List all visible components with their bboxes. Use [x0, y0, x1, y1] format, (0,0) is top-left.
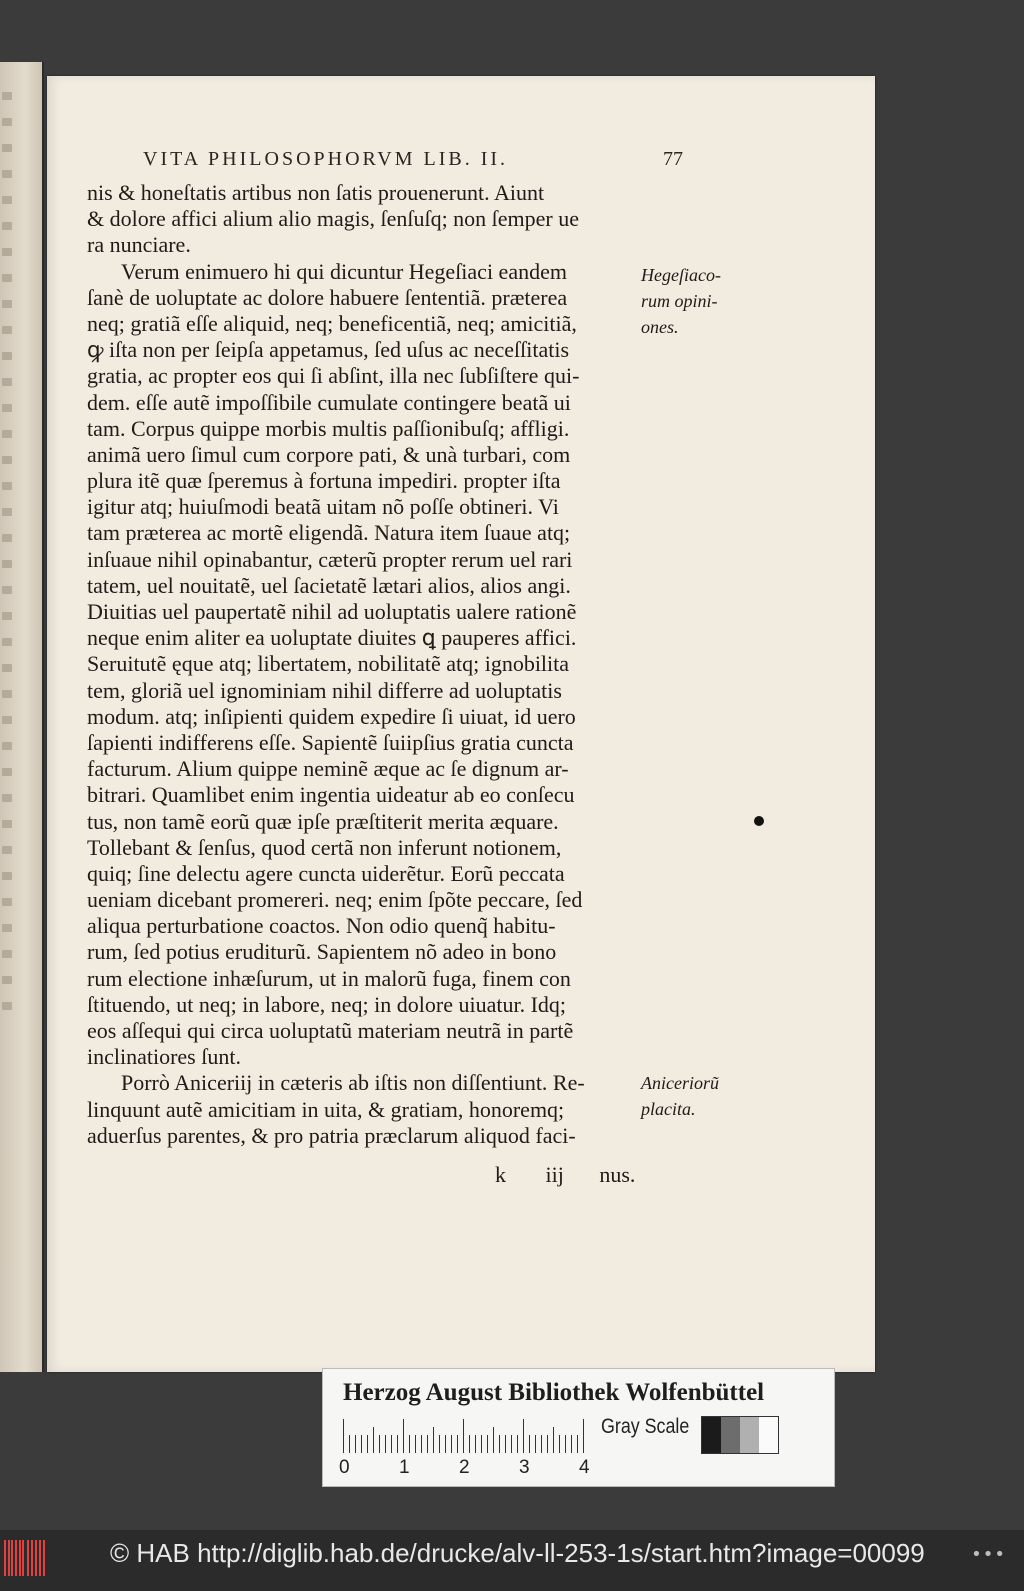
text-line: rum, ſed potius eruditurũ. Sapientem nõ adeo in bono — [87, 939, 557, 965]
marginal-line: Aniceriorũ — [641, 1073, 719, 1093]
ruler-tick — [457, 1435, 458, 1453]
text-line: igitur atq; huiuſmodi beatã uitam nõ poſſe obtineri. Vi — [87, 494, 559, 520]
facing-text-fragment — [2, 92, 12, 100]
marginal-line: placita. — [641, 1099, 696, 1119]
facing-text-fragment — [2, 560, 12, 568]
facing-text-fragment — [2, 612, 12, 620]
text-line: tatem, uel nouitatẽ, uel ſacietatẽ lætari alios, alios angi. — [87, 572, 571, 598]
facing-text-fragment — [2, 326, 12, 334]
text-line: tus, non tamẽ eorũ quæ ipſe præſtiterit merita æquare. — [87, 808, 559, 834]
ruler-tick — [529, 1435, 530, 1453]
facing-text-fragment — [2, 690, 12, 698]
ruler-tick — [469, 1435, 470, 1453]
facing-text-fragment — [2, 196, 12, 204]
facing-text-fragment — [2, 378, 12, 386]
text-line: ſapienti indifferens eſſe. Sapientẽ ſuiipſius gratia cuncta — [87, 729, 574, 755]
facing-text-fragment — [2, 768, 12, 776]
running-head — [143, 148, 703, 171]
ruler-tick — [397, 1435, 398, 1453]
ruler-tick — [565, 1435, 566, 1453]
facing-page-edge — [0, 62, 44, 1372]
ruler-tick — [451, 1435, 452, 1453]
marginal-note-aniceriori — [641, 1070, 751, 1122]
ink-spot — [754, 816, 764, 826]
barcode-stripe — [15, 1540, 17, 1576]
ruler-tick — [415, 1435, 416, 1453]
text-line: plura itẽ quæ ſperemus à fortuna impediri. propter iſta — [87, 468, 561, 494]
catchword: nus. — [599, 1162, 636, 1187]
facing-text-fragment — [2, 144, 12, 152]
text-line: ra nunciare. — [87, 232, 191, 258]
ruler-tick — [379, 1435, 380, 1453]
facing-text-fragment — [2, 352, 12, 360]
barcode-stripe — [27, 1540, 29, 1576]
text-line: ꝙ iſta non per ſeipſa appetamus, ſed uſus ac neceſſitatis — [87, 337, 570, 363]
text-line: modum. atq; inſipienti quidem expedire ſi uiuat, id uero — [87, 703, 576, 729]
gray-swatch — [702, 1417, 721, 1453]
gray-swatch — [759, 1417, 778, 1453]
ruler-tick — [511, 1435, 512, 1453]
ruler-tick — [391, 1435, 392, 1453]
signature-mark: k — [495, 1162, 506, 1187]
ruler-tick — [499, 1435, 500, 1453]
barcode-icon — [4, 1540, 46, 1576]
barcode-stripe — [11, 1540, 13, 1576]
text-line: tam. Corpus quippe morbis multis paſſionibuſq; affligi. — [87, 415, 570, 441]
gray-swatch — [721, 1417, 740, 1453]
facing-text-fragment — [2, 248, 12, 256]
ruler-number: 0 — [339, 1457, 350, 1478]
facing-text-fragment — [2, 586, 12, 594]
facing-text-fragment — [2, 118, 12, 126]
facing-text-fragment — [2, 794, 12, 802]
text-line: animã uero ſimul cum corpore pati, & unà turbari, com — [87, 441, 571, 467]
text-line: Seruitutẽ ęque atq; libertatem, nobilitatẽ atq; ignobilita — [87, 651, 570, 677]
marginal-line: Hegeſiaco- — [641, 265, 721, 285]
signature-line — [487, 1162, 687, 1188]
text-line: eos aſſequi qui circa uoluptatũ materiam neutrã in partẽ — [87, 1018, 574, 1043]
text-line: gratia, ac propter eos qui ſi abſint, illa nec ſubſiſtere qui- — [87, 363, 580, 389]
ruler-tick — [541, 1435, 542, 1453]
gray-scale-label: Gray Scale — [601, 1415, 690, 1438]
page-number: 77 — [663, 148, 683, 170]
text-line: quiq; ſine delectu agere cuncta uiderẽtur. Eorũ peccata — [87, 860, 565, 886]
gray-swatch — [740, 1417, 759, 1453]
facing-text-fragment — [2, 716, 12, 724]
facing-text-fragment — [2, 222, 12, 230]
signature-number: iij — [545, 1162, 564, 1187]
text-line: ueniam dicebant promereri. neq; enim ſpõte peccare, ſed — [87, 887, 583, 913]
body-text — [87, 180, 687, 1149]
ruler-tick — [535, 1435, 536, 1453]
ruler-tick — [433, 1427, 434, 1453]
gray-scale-swatches — [701, 1416, 779, 1454]
ruler-tick — [559, 1435, 560, 1453]
text-line: bitrari. Quamlibet enim ingentia uideatur ab eo conſecu — [87, 782, 575, 808]
ruler-tick — [583, 1419, 584, 1453]
marginal-note-hegesiaci — [641, 262, 751, 340]
barcode-stripe — [31, 1540, 33, 1576]
facing-text-fragment — [2, 872, 12, 880]
barcode-stripe — [22, 1540, 24, 1576]
facing-text-fragment — [2, 846, 12, 854]
text-line: linquunt autẽ amicitiam in uita, & gratiam, honoremq; — [87, 1096, 565, 1122]
text-line: inſuaue nihil opinabantur, cæterũ propter rerum uel rari — [87, 546, 573, 572]
ruler-tick — [367, 1435, 368, 1453]
ruler-tick — [577, 1435, 578, 1453]
ruler-tick — [445, 1435, 446, 1453]
facing-text-fragment — [2, 898, 12, 906]
ruler-tick — [505, 1435, 506, 1453]
ruler-tick — [439, 1435, 440, 1453]
ruler-tick — [553, 1427, 554, 1453]
facing-text-fragment — [2, 430, 12, 438]
facing-text-fragment — [2, 976, 12, 984]
text-line: tem, gloriã uel ignominiam nihil differre ad uoluptatis — [87, 677, 562, 703]
barcode-stripe — [4, 1540, 6, 1576]
barcode-stripe — [19, 1540, 21, 1576]
marginal-line: rum opini- — [641, 291, 718, 311]
ruler-tick — [373, 1427, 374, 1453]
facing-text-fragment — [2, 300, 12, 308]
ruler-number: 2 — [459, 1457, 470, 1478]
text-line: Porrò Aniceriĳ in cæteris ab iſtis non diſſentiunt. Re- — [121, 1070, 585, 1096]
text-line: aliqua perturbatione coactos. Non odio quenq̃ habitu- — [87, 913, 556, 939]
text-line: aduerſus parentes, & pro patria præclarum aliquod faci- — [87, 1122, 576, 1148]
ruler-number: 4 — [579, 1457, 590, 1478]
barcode-stripe — [35, 1540, 37, 1576]
facing-text-fragment — [2, 482, 12, 490]
facing-text-fragment — [2, 456, 12, 464]
ruler-tick — [361, 1435, 362, 1453]
text-line: neq; gratiã eſſe aliquid, neq; beneficentiã, neq; amicitiã, — [87, 310, 577, 336]
text-line: dem. eſſe autẽ impoſſibile cumulate contingere beatã ui — [87, 389, 571, 415]
ruler-tick — [409, 1435, 410, 1453]
facing-text-fragment — [2, 508, 12, 516]
text-line: & dolore affici alium alio magis, ſenſuſq; non ſemper ue — [87, 206, 580, 232]
color-scale-card — [322, 1368, 835, 1487]
ruler-number: 3 — [519, 1457, 530, 1478]
text-line: nis & honeſtatis artibus non ſatis prouenerunt. Aiunt — [87, 180, 545, 205]
facing-text-fragment — [2, 742, 12, 750]
more-icon[interactable]: ••• — [971, 1544, 1006, 1565]
ruler-tick — [481, 1435, 482, 1453]
running-head-title: VITA PHILOSOPHORVM LIB. II. — [143, 148, 509, 170]
ruler-number: 1 — [399, 1457, 410, 1478]
text-line: ſanè de uoluptate ac dolore habuere ſententiã. præterea — [87, 284, 568, 310]
footer-url[interactable]: © HAB http://diglib.hab.de/drucke/alv-ll-253-1s/start.htm?image=00099 — [110, 1538, 925, 1568]
text-line: Verum enimuero hi qui dicuntur Hegeſiaci eandem — [121, 258, 567, 284]
facing-text-fragment — [2, 638, 12, 646]
ruler-tick — [493, 1427, 494, 1453]
facing-text-fragment — [2, 274, 12, 282]
facing-text-fragment — [2, 950, 12, 958]
barcode-stripe — [8, 1540, 10, 1576]
ruler-tick — [571, 1435, 572, 1453]
facing-text-fragment — [2, 820, 12, 828]
ruler-tick — [487, 1435, 488, 1453]
facing-text-fragment — [2, 924, 12, 932]
ruler — [343, 1417, 588, 1453]
ruler-tick — [421, 1435, 422, 1453]
text-line: tam præterea ac mortẽ eligendã. Natura item ſuaue atq; — [87, 520, 571, 546]
ruler-tick — [547, 1435, 548, 1453]
text-line: inclinatiores ſunt. — [87, 1044, 241, 1070]
ruler-tick — [463, 1419, 464, 1453]
ruler-tick — [385, 1435, 386, 1453]
facing-text-fragment — [2, 534, 12, 542]
facing-text-fragment — [2, 404, 12, 412]
ruler-tick — [517, 1435, 518, 1453]
text-line: facturum. Alium quippe neminẽ æque ac ſe dignum ar- — [87, 756, 569, 782]
ruler-tick — [427, 1435, 428, 1453]
barcode-stripe — [43, 1540, 45, 1576]
text-line: neque enim aliter ea uoluptate diuites ꝗ pauperes affici. — [87, 625, 577, 651]
ruler-tick — [523, 1419, 524, 1453]
ruler-tick — [349, 1435, 350, 1453]
book-page — [47, 76, 875, 1372]
barcode-stripe — [39, 1540, 41, 1576]
text-line: Tollebant & ſenſus, quod certã non inferunt notionem, — [87, 834, 562, 860]
ruler-tick — [355, 1435, 356, 1453]
text-line: ſtituendo, ut neq; in labore, neq; in dolore uiuatur. Idq; — [87, 991, 567, 1017]
ruler-tick — [475, 1435, 476, 1453]
ruler-tick — [343, 1419, 344, 1453]
ruler-tick — [403, 1419, 404, 1453]
text-line: rum electione inhæſurum, ut in malorũ fuga, finem con — [87, 965, 571, 991]
facing-text-fragment — [2, 664, 12, 672]
footer-bar — [0, 1530, 1024, 1591]
library-name: Herzog August Bibliothek Wolfenbüttel — [343, 1379, 765, 1406]
marginal-line: ones. — [641, 317, 679, 337]
facing-text-fragment — [2, 170, 12, 178]
facing-text-fragment — [2, 1002, 12, 1010]
text-line: Diuitias uel paupertatẽ nihil ad uoluptatis ualere rationẽ — [87, 599, 577, 624]
